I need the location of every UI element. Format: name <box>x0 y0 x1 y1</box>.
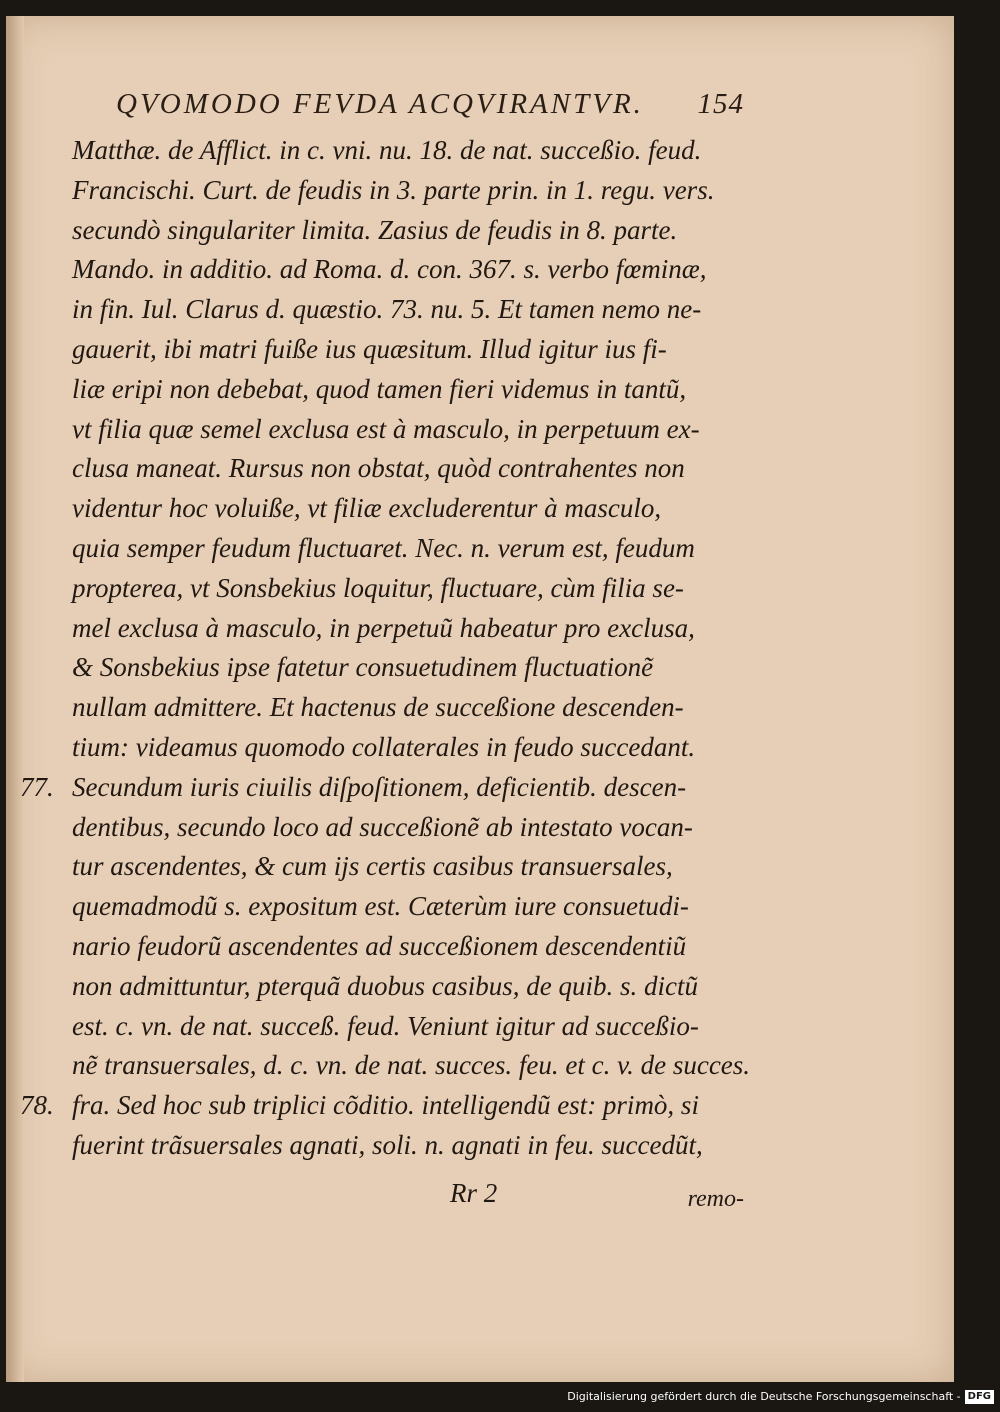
text-line: Mando. in additio. ad Roma. d. con. 367. s. verbo fœminæ, <box>72 254 707 285</box>
body-text <box>20 131 752 1166</box>
margin-number: 78. <box>20 1090 54 1121</box>
text-line: clusa maneat. Rursus non obstat, quòd contrahentes non <box>72 453 685 484</box>
text-line: videntur hoc voluiße, vt filiæ excluderentur à masculo, <box>72 493 662 524</box>
page-gutter-edge <box>6 16 24 1382</box>
text-line: nario feudorũ ascendentes ad succeßionem descendentiũ <box>72 930 687 961</box>
text-line: mel exclusa à masculo, in perpetuũ habeatur pro exclusa, <box>72 612 695 643</box>
credit-text: Digitalisierung gefördert durch die Deutsche Forschungsgemeinschaft - <box>567 1390 961 1403</box>
dfg-logo: DFG <box>965 1390 994 1404</box>
text-line: non admittuntur, pterquã duobus casibus, de quib. s. dictũ <box>72 970 698 1001</box>
text-line: dentibus, secundo loco ad succeßionẽ ab intestato vocan- <box>72 811 693 842</box>
text-line: fuerint trãsuersales agnati, soli. n. agnati in feu. succedũt, <box>72 1129 703 1160</box>
page-number: 154 <box>697 88 744 120</box>
text-line: Secundum iuris ciuilis diſpoſitionem, deficientib. descen- <box>72 771 687 802</box>
text-line: quia semper feudum fluctuaret. Nec. n. verum est, feudum <box>72 532 695 563</box>
text-line: tium: videamus quomodo collaterales in feudo succedant. <box>72 731 696 762</box>
text-line: nẽ transuersales, d. c. vn. de nat. succes. feu. et c. v. de succes. <box>72 1050 751 1081</box>
text-line: propterea, vt Sonsbekius loquitur, fluctuare, cùm filia se- <box>72 572 684 603</box>
text-line: vt filia quæ semel exclusa est à masculo, in perpetuum ex- <box>72 413 700 444</box>
digitization-credit <box>567 1388 994 1406</box>
text-line: & Sonsbekius ipse fatetur consuetudinem fluctuationẽ <box>72 652 654 683</box>
book-page <box>6 16 954 1382</box>
text-line: fra. Sed hoc sub triplici cõditio. intelligendũ est: primò, si <box>72 1090 699 1121</box>
text-line: est. c. vn. de nat. succeß. feud. Veniunt igitur ad succeßio- <box>72 1010 699 1041</box>
text-line: nullam admittere. Et hactenus de succeßione descenden- <box>72 692 684 723</box>
margin-number: 77. <box>20 771 54 802</box>
text-line: gauerit, ibi matri fuiße ius quæsitum. Illud igitur ius fi- <box>72 333 667 364</box>
catchword: remo- <box>687 1186 744 1212</box>
text-line: Matthæ. de Afflict. in c. vni. nu. 18. de nat. succeßio. feud. <box>72 135 702 165</box>
running-header <box>116 82 756 132</box>
text-line: secundò singulariter limita. Zasius de feudis in 8. parte. <box>72 214 678 245</box>
text-line: tur ascendentes, & cum ijs certis casibus transuersales, <box>72 851 673 882</box>
signature-mark: Rr 2 <box>450 1178 498 1208</box>
text-line: liæ eripi non debebat, quod tamen fieri videmus in tantũ, <box>72 373 687 404</box>
text-line: quemadmodũ s. expositum est. Cæterùm iure consuetudi- <box>72 891 689 922</box>
page-footer <box>72 1174 752 1214</box>
text-line: Francischi. Curt. de feudis in 3. parte prin. in 1. regu. vers. <box>72 174 715 205</box>
running-title: QVOMODO FEVDA ACQVIRANTVR. <box>116 88 644 120</box>
text-line: in fin. Iul. Clarus d. quæstio. 73. nu. 5. Et tamen nemo ne- <box>72 294 702 325</box>
